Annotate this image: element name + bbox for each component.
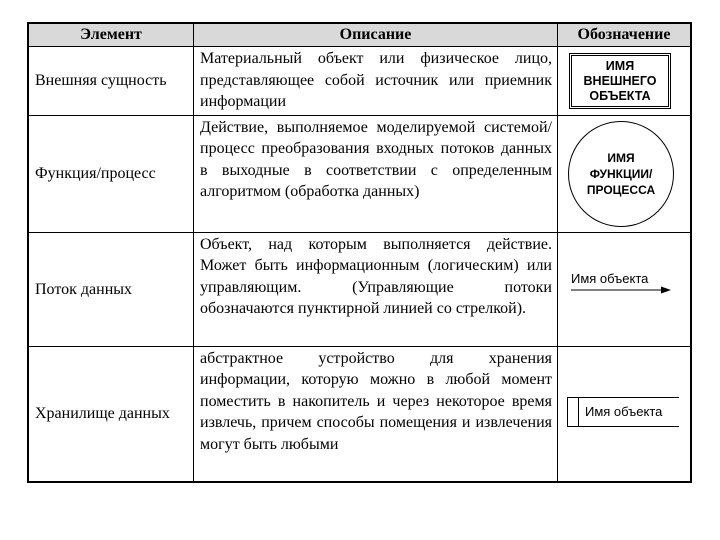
symbol-cell (558, 346, 691, 481)
flow-label: Имя объекта (571, 270, 649, 286)
element-description: Действие, выполняемое моделируемой системой/процесс преобразования входных потоков данных в выходные в соответствии с определенным алгоритмом (обработка данных) (194, 115, 558, 232)
table-header-row (29, 24, 691, 47)
table-row-data-flow (29, 232, 691, 346)
dfd-elements-table (27, 22, 692, 483)
external-entity-symbol (569, 53, 671, 109)
symbol-line: ВНЕШНЕГО (583, 73, 657, 88)
symbol-line: ПРОЦЕССА (586, 182, 656, 197)
table-row-process (29, 115, 691, 232)
header-element: Элемент (29, 24, 194, 47)
element-name: Поток данных (29, 232, 194, 346)
symbol-cell (558, 47, 691, 116)
element-name: Функция/процесс (29, 115, 194, 232)
table-row-external-entity (29, 47, 691, 116)
element-description: Объект, над которым выполняется действие. Может быть информационным (логическим) или управляющим. (Управляющие потоки обозначаются пунктирной линией со стрелкой). (194, 232, 558, 346)
element-description: Материальный объект или физическое лицо, представляющее собой источник или приемник информации (194, 47, 558, 116)
arrow-right-icon (571, 286, 671, 294)
table-row-data-store (29, 346, 691, 481)
symbol-line: ИМЯ (607, 150, 635, 165)
data-store-symbol (567, 397, 679, 427)
element-name: Внешняя сущность (29, 47, 194, 116)
element-description: абстрактное устройство для хранения информации, которую можно в любой момент поместить в накопитель и через некоторое время извлечь, причем способы помещения и извлечения могут быть любыми (194, 346, 558, 481)
store-label: Имя объекта (585, 404, 663, 419)
element-name: Хранилище данных (29, 346, 194, 481)
data-flow-symbol (571, 271, 671, 294)
symbol-line: ФУНКЦИИ/ (589, 166, 653, 181)
store-id-section (568, 398, 579, 426)
process-symbol (568, 121, 674, 227)
symbol-line: ИМЯ (605, 58, 635, 73)
header-description: Описание (194, 24, 558, 47)
symbol-cell (558, 232, 691, 346)
symbol-line: ОБЪЕКТА (589, 88, 651, 103)
symbol-cell (558, 115, 691, 232)
header-symbol: Обозначение (558, 24, 691, 47)
